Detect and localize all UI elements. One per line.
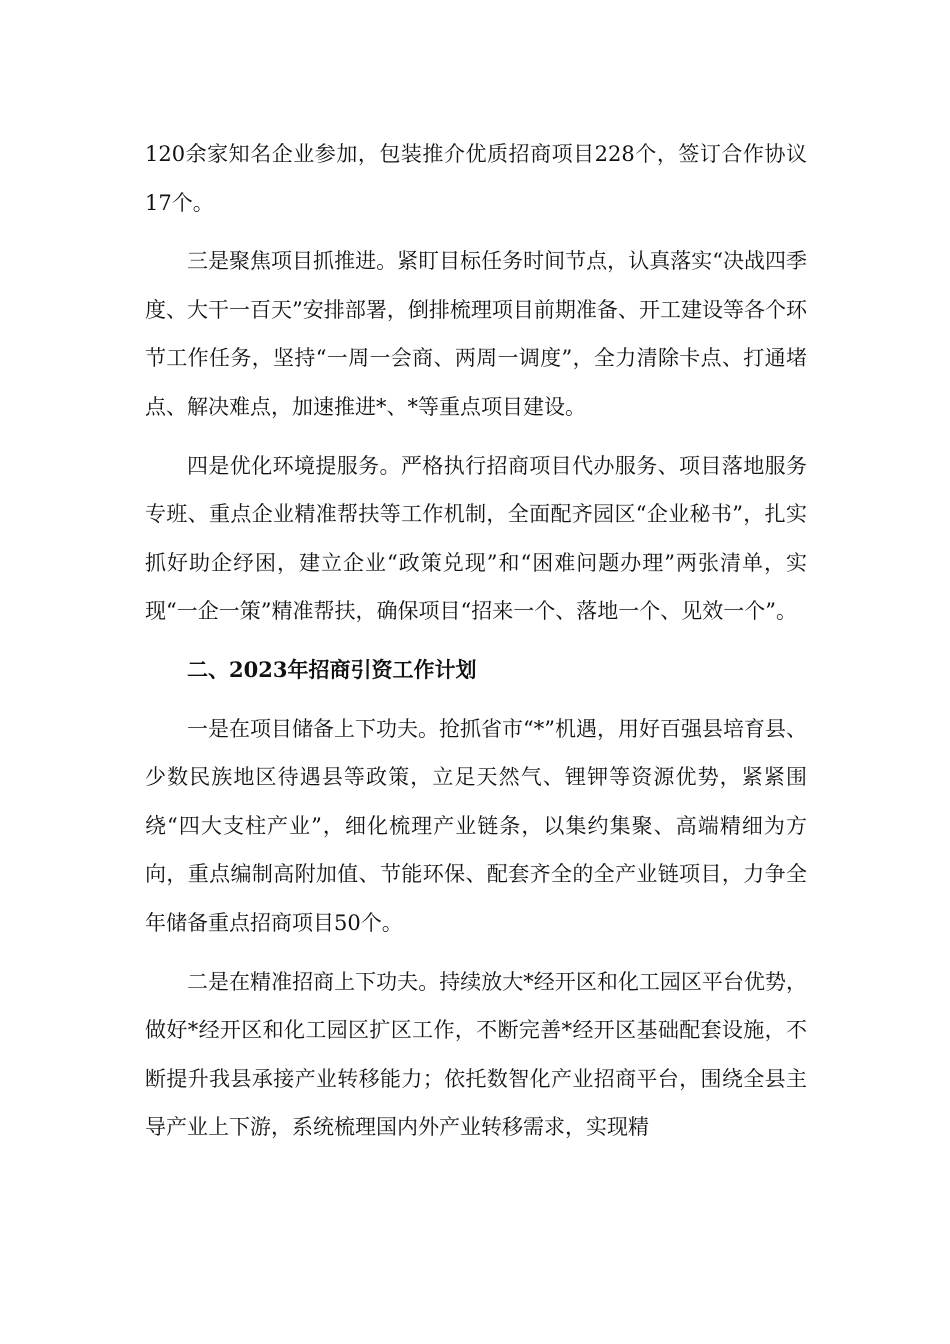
document-body [145, 130, 807, 1162]
section-heading: 二、2023年招商引资工作计划 [187, 656, 477, 682]
paragraph-four: 四是优化环境提服务。严格执行招商项目代办服务、项目落地服务专班、重点企业精准帮扶等工作机制，全面配齐园区“企业秘书”，扎实抓好助企纾困，建立企业“政策兑现”和“困难问题办理”两张清单，实现“一企一策”精准帮扶，确保项目“招来一个、落地一个、见效一个”。 [145, 453, 807, 624]
paragraph-plan-two: 二是在精准招商上下功夫。持续放大*经开区和化工园区平台优势，做好*经开区和化工园区扩区工作，不断完善*经开区基础配套设施，不断提升我县承接产业转移能力；依托数智化产业招商平台，围绕全县主导产业上下游，系统梳理国内外产业转移需求，实现精 [145, 969, 807, 1140]
paragraph-continued: 120余家知名企业参加，包装推介优质招商项目228个，签订合作协议17个。 [145, 142, 807, 215]
paragraph-plan-one: 一是在项目储备上下功夫。抢抓省市“*”机遇，用好百强县培育县、少数民族地区待遇县等政策，立足天然气、锂钾等资源优势，紧紧围绕“四大支柱产业”，细化梳理产业链条，以集约集聚、高端精细为方向，重点编制高附加值、节能环保、配套齐全的全产业链项目，力争全年储备重点招商项目50个。 [145, 716, 807, 935]
paragraph-three: 三是聚焦项目抓推进。紧盯目标任务时间节点，认真落实“决战四季度、大干一百天”安排部署，倒排梳理项目前期准备、开工建设等各个环节工作任务，坚持“一周一会商、两周一调度”，全力清除卡点、打通堵点、解决难点，加速推进*、*等重点项目建设。 [145, 249, 807, 419]
